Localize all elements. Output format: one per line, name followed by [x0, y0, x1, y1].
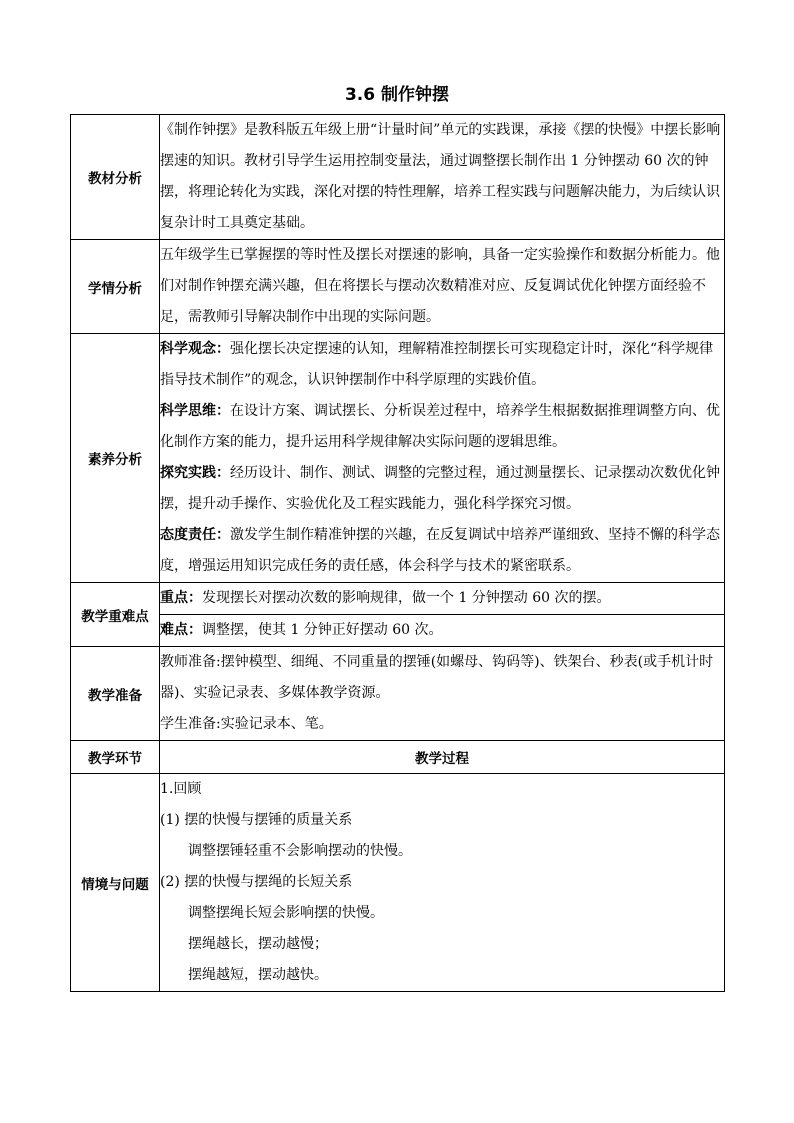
literacy-item: [160, 334, 724, 396]
literacy-head: 科学观念：: [160, 341, 230, 357]
row-keypoint: [71, 583, 725, 615]
students-text: 五年级学生已掌握摆的等时性及摆长对摆速的影响，具备一定实验操作和数据分析能力。他们对制作钟摆充满兴趣，但在将摆长与摆动次数精准对应、反复调试优化钟摆方面经验不足，需教师引导解决制作中出现的实际问题。: [160, 247, 720, 325]
literacy-text: 经历设计、制作、测试、调整的完整过程，通过测量摆长、记录摆动次数优化钟摆，提升动手操作、实验优化及工程实践能力，强化科学探究习惯。: [160, 465, 720, 512]
row-process-header: [71, 741, 725, 774]
content-difficulty: [160, 615, 725, 647]
scene-line: (2) 摆的快慢与摆绳的长短关系: [160, 874, 353, 890]
difficulty-head: 难点：: [160, 622, 202, 638]
row-students: [71, 240, 725, 334]
scene-line: 摆绳越短，摆动越快。: [188, 967, 328, 983]
scene-line: 摆绳越长，摆动越慢；: [188, 936, 328, 952]
row-prep: [71, 647, 725, 741]
label-prep: 教学准备: [71, 647, 160, 741]
literacy-text: 强化摆长决定摆速的认知，理解精准控制摆长可实现稳定计时，深化“科学规律指导技术制作”的观念，认识钟摆制作中科学原理的实践价值。: [160, 341, 714, 388]
label-students: 学情分析: [71, 240, 160, 334]
scene-line: 调整摆锤轻重不会影响摆动的快慢。: [188, 843, 412, 859]
content-keypoint: [160, 583, 725, 615]
content-scene: [160, 774, 725, 992]
scene-line: 调整摆绳长短会影响摆的快慢。: [188, 905, 384, 921]
literacy-text: 在设计方案、调试摆长、分析误差过程中，培养学生根据数据推理调整方向、优化制作方案的能力，提升运用科学规律解决实际问题的逻辑思维。: [160, 403, 720, 450]
label-keypoints: 教学重难点: [71, 583, 160, 647]
content-students: [160, 240, 725, 334]
row-literacy: [71, 334, 725, 583]
literacy-head: 科学思维：: [160, 403, 230, 419]
row-difficulty: [71, 615, 725, 647]
content-literacy: [160, 334, 725, 583]
scene-line: (1) 摆的快慢与摆锤的质量关系: [160, 812, 353, 828]
prep-student: 学生准备:实验记录本、笔。: [160, 716, 333, 732]
page-title: 3.6 制作钟摆: [344, 85, 450, 105]
literacy-item: [160, 520, 724, 582]
literacy-head: 态度责任：: [160, 527, 230, 543]
label-process-stage: 教学环节: [71, 741, 160, 774]
keypoint-text: 发现摆长对摆动次数的影响规律，做一个 1 分钟摆动 60 次的摆。: [202, 590, 611, 606]
content-material: [160, 115, 725, 240]
row-material: [71, 115, 725, 240]
keypoint-head: 重点：: [160, 590, 202, 606]
label-literacy: 素养分析: [71, 334, 160, 583]
keypoint-line: [160, 583, 724, 614]
label-scene: 情境与问题: [71, 774, 160, 992]
literacy-item: [160, 396, 724, 458]
row-scene: [71, 774, 725, 992]
difficulty-text: 调整摆，使其 1 分钟正好摆动 60 次。: [202, 622, 443, 638]
difficulty-line: [160, 615, 724, 646]
label-process-title: 教学过程: [160, 741, 725, 774]
literacy-item: [160, 458, 724, 520]
prep-teacher: 教师准备:摆钟模型、细绳、不同重量的摆锤(如螺母、钩码等)、铁架台、秒表(或手机计时器)、实验记录表、多媒体教学资源。: [160, 654, 714, 701]
scene-line: 1.回顾: [160, 781, 202, 797]
literacy-text: 激发学生制作精准钟摆的兴趣，在反复调试中培养严谨细致、坚持不懈的科学态度，增强运用知识完成任务的责任感，体会科学与技术的紧密联系。: [160, 527, 720, 574]
material-text: 《制作钟摆》是教科版五年级上册“计量时间”单元的实践课，承接《摆的快慢》中摆长影响摆速的知识。教材引导学生运用控制变量法，通过调整摆长制作出 1 分钟摆动 60 次的钟摆，将理论转化为实践，深化对摆的特性理解，培养工程实践与问题解决能力，为后续认识复杂计时工具奠定基础。: [160, 122, 721, 231]
literacy-head: 探究实践：: [160, 465, 230, 481]
lesson-plan-table: [70, 114, 725, 992]
label-material: 教材分析: [71, 115, 160, 240]
content-prep: [160, 647, 725, 741]
